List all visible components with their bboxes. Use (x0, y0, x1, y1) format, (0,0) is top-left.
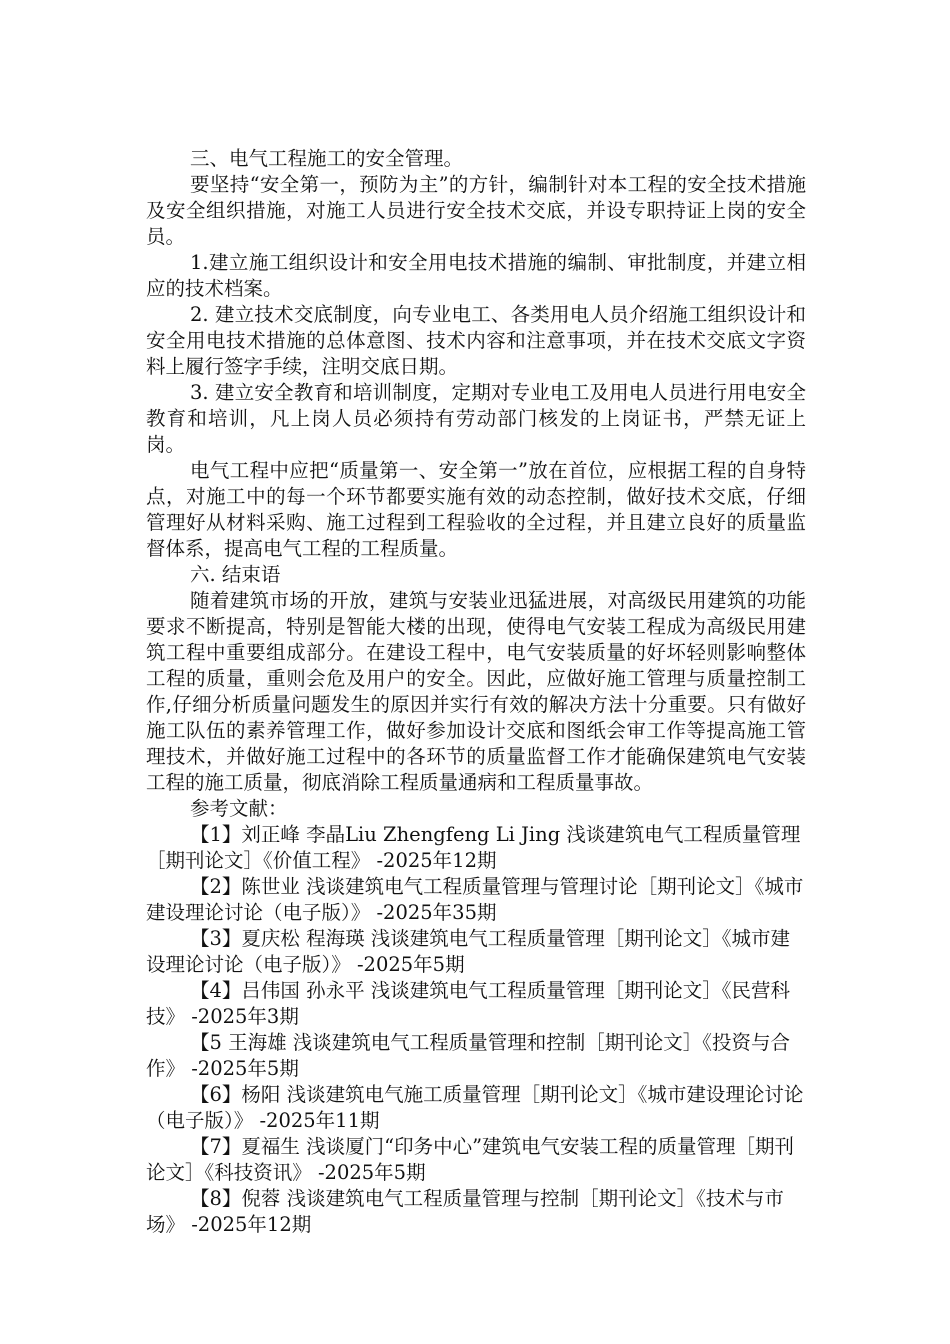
list-item-1: 1.建立施工组织设计和安全用电技术措施的编制、审批制度，并建立相应的技术档案。 (146, 251, 806, 300)
section-heading-safety: 三、电气工程施工的安全管理。 (190, 147, 464, 170)
reference-item: 【3】夏庆松 程海瑛 浅谈建筑电气工程质量管理［期刊论文］《城市建设理论讨论（电子版）》 -2025年5期 (146, 927, 791, 976)
reference-item: 【5 王海雄 浅谈建筑电气工程质量管理和控制［期刊论文］《投资与合作》 -2025年5期 (146, 1031, 791, 1080)
document-page (146, 146, 806, 1238)
body-paragraph: 要坚持“安全第一，预防为主”的方针，编制针对本工程的安全技术措施及安全组织措施，对施工人员进行安全技术交底，并设专职持证上岗的安全员。 (146, 173, 806, 248)
reference-item: 【4】吕伟国 孙永平 浅谈建筑电气工程质量管理［期刊论文］《民营科技》 -2025年3期 (146, 979, 791, 1028)
list-item-2: 2. 建立技术交底制度，向专业电工、各类用电人员介绍施工组织设计和安全用电技术措施的总体意图、技术内容和注意事项，并在技术交底文字资料上履行签字手续，注明交底日期。 (146, 303, 806, 378)
body-paragraph: 随着建筑市场的开放，建筑与安装业迅猛进展，对高级民用建筑的功能要求不断提高，特别是智能大楼的出现，使得电气安装工程成为高级民用建筑工程中重要组成部分。在建设工程中，电气安装质量的好坏轻则影响整体工程的质量，重则会危及用户的安全。因此，应做好施工管理与质量控制工作,仔细分析质量问题发生的原因并实行有效的解决方法十分重要。只有做好施工队伍的素养管理工作，做好参加设计交底和图纸会审工作等提高施工管理技术，并做好施工过程中的各环节的质量监督工作才能确保建筑电气安装工程的施工质量，彻底消除工程质量通病和工程质量事故。 (146, 589, 806, 794)
body-paragraph: 电气工程中应把“质量第一、安全第一”放在首位，应根据工程的自身特点，对施工中的每一个环节都要实施有效的动态控制，做好技术交底，仔细管理好从材料采购、施工过程到工程验收的全过程，并且建立良好的质量监督体系，提高电气工程的工程质量。 (146, 459, 806, 560)
reference-item: 【7】夏福生 浅谈厦门“印务中心”建筑电气安装工程的质量管理［期刊论文］《科技资讯》 -2025年5期 (146, 1135, 795, 1184)
list-item-3: 3. 建立安全教育和培训制度，定期对专业电工及用电人员进行用电安全教育和培训，凡上岗人员必须持有劳动部门核发的上岗证书，严禁无证上岗。 (146, 381, 806, 456)
references-heading: 参考文献： (190, 797, 288, 820)
section-heading-conclusion: 六. 结束语 (190, 563, 281, 586)
reference-item: 【2】陈世业 浅谈建筑电气工程质量管理与管理讨论［期刊论文］《城市建设理论讨论（电子版）》 -2025年35期 (146, 875, 804, 924)
reference-item: 【1】刘正峰 李晶Liu Zhengfeng Li Jing 浅谈建筑电气工程质量管理［期刊论文］《价值工程》 -2025年12期 (146, 823, 801, 872)
reference-item: 【6】杨阳 浅谈建筑电气施工质量管理［期刊论文］《城市建设理论讨论（电子版）》 -2025年11期 (146, 1083, 804, 1132)
reference-item: 【8】倪蓉 浅谈建筑电气工程质量管理与控制［期刊论文］《技术与市场》 -2025年12期 (146, 1187, 784, 1236)
